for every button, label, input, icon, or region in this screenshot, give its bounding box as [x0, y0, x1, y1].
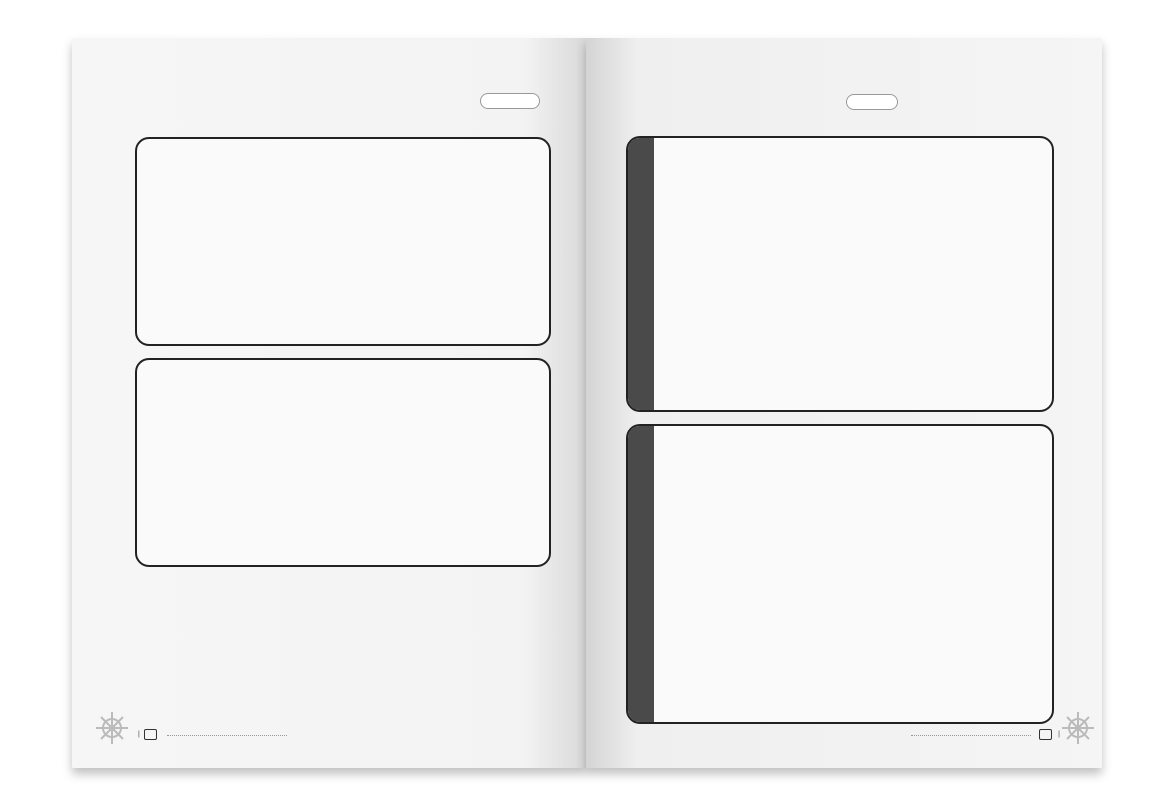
group2-tiles: [137, 360, 549, 565]
right-page: [586, 38, 1102, 768]
ship-wheel-icon-right: [1060, 710, 1096, 746]
footer-separator: |: [138, 731, 140, 738]
skill-badge: [480, 93, 540, 109]
left-footer: [134, 729, 287, 740]
left-page: [72, 38, 586, 768]
skill-badge-right: [846, 94, 898, 110]
ship-wheel-icon: [94, 710, 130, 746]
group1-shapes: [137, 139, 549, 344]
open-book: [72, 38, 1102, 773]
right-footer: [911, 729, 1064, 740]
umbrellas-top-view: [628, 426, 1052, 722]
group1-panel: [135, 137, 551, 346]
group2-panel: [135, 358, 551, 567]
side-view-panel: [626, 136, 1054, 412]
tkbooks-logo-right-icon: [1039, 729, 1052, 740]
animals-with-umbrellas: [628, 138, 1052, 410]
footer-separator-right: |: [1058, 731, 1060, 738]
tkbooks-logo-right: [1039, 729, 1054, 740]
top-view-panel: [626, 424, 1054, 724]
tkbooks-logo-icon: [144, 729, 157, 740]
tkbooks-logo: [144, 729, 159, 740]
answer-grid: [167, 608, 547, 718]
footer-dots: [167, 734, 287, 736]
footer-dots-right: [911, 734, 1031, 736]
